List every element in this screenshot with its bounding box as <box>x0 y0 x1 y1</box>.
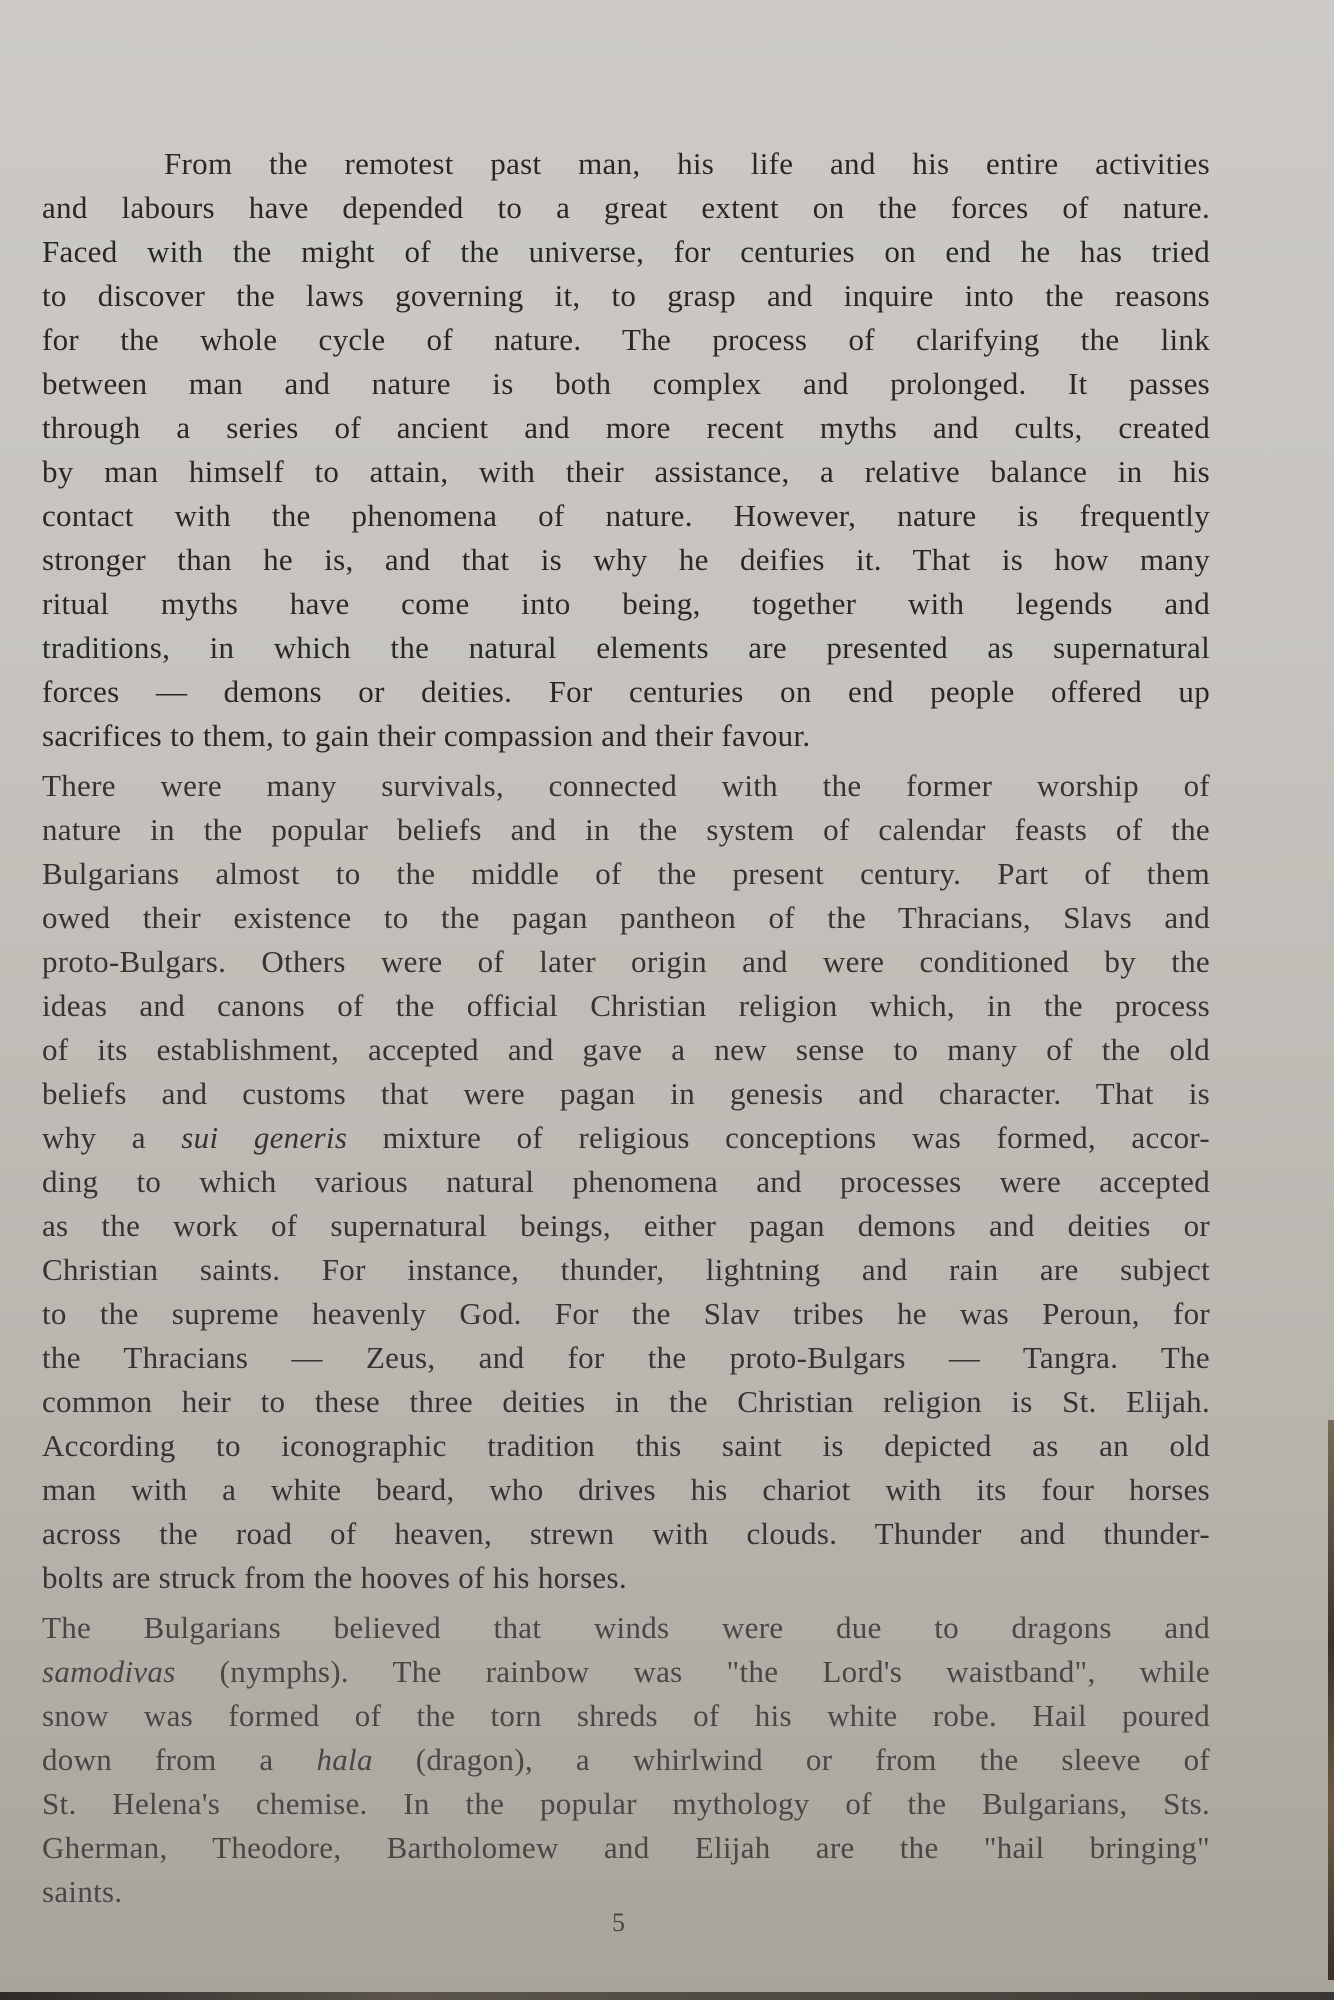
text-line: bolts are struck from the hooves of his horses. <box>42 1560 627 1595</box>
text-line: stronger than he is, and that is why he deifies it. That is how many <box>42 542 1210 577</box>
text-line: proto-Bulgars. Others were of later origin and were conditioned by the <box>42 944 1210 979</box>
text-line: between man and nature is both complex and prolonged. It passes <box>42 366 1210 401</box>
text-line: and labours have depended to a great extent on the forces of nature. <box>42 190 1210 225</box>
text-line: From the remotest past man, his life and his entire activities <box>164 146 1210 181</box>
page-number: 5 <box>612 1908 625 1937</box>
text-line: ding to which various natural phenomena and processes were accepted <box>42 1164 1210 1199</box>
text-line: for the whole cycle of nature. The process of clarifying the link <box>42 322 1210 357</box>
text-line: why a sui generis mixture of religious conceptions was formed, accor- <box>42 1120 1210 1155</box>
text-line: saints. <box>42 1874 123 1909</box>
text-line: by man himself to attain, with their assistance, a relative balance in his <box>42 454 1210 489</box>
text-line: snow was formed of the torn shreds of his white robe. Hail poured <box>42 1698 1210 1733</box>
text-line: St. Helena's chemise. In the popular mythology of the Bulgarians, Sts. <box>42 1786 1210 1821</box>
text-line: ritual myths have come into being, together with legends and <box>42 586 1210 621</box>
text-line: traditions, in which the natural elements are presented as supernatural <box>42 630 1210 665</box>
text-line: contact with the phenomena of nature. However, nature is frequently <box>42 498 1210 533</box>
text-line: the Thracians — Zeus, and for the proto-Bulgars — Tangra. The <box>42 1340 1210 1375</box>
paragraph-1 <box>42 142 1210 758</box>
text-line: Gherman, Theodore, Bartholomew and Elijah are the "hail bringing" <box>42 1830 1210 1865</box>
text-line: across the road of heaven, strewn with clouds. Thunder and thunder- <box>42 1516 1210 1551</box>
text-line: through a series of ancient and more recent myths and cults, created <box>42 410 1210 445</box>
text-line: down from a hala (dragon), a whirlwind or from the sleeve of <box>42 1742 1210 1777</box>
text-line: of its establishment, accepted and gave a new sense to many of the old <box>42 1032 1210 1067</box>
text-line: beliefs and customs that were pagan in genesis and character. That is <box>42 1076 1210 1111</box>
page-bottom-edge <box>0 1992 1334 2000</box>
text-line: According to iconographic tradition this saint is depicted as an old <box>42 1428 1210 1463</box>
italic-term: sui generis <box>181 1120 348 1155</box>
text-line: sacrifices to them, to gain their compassion and their favour. <box>42 718 811 753</box>
text-line: man with a white beard, who drives his chariot with its four horses <box>42 1472 1210 1507</box>
italic-term: hala <box>316 1742 373 1777</box>
text-line: Faced with the might of the universe, for centuries on end he has tried <box>42 234 1210 269</box>
text-line: forces — demons or deities. For centuries on end people offered up <box>42 674 1210 709</box>
body-text <box>42 142 1210 1920</box>
text-line: nature in the popular beliefs and in the system of calendar feasts of the <box>42 812 1210 847</box>
text-line: common heir to these three deities in the Christian religion is St. Elijah. <box>42 1384 1210 1419</box>
text-line: The Bulgarians believed that winds were due to dragons and <box>42 1610 1210 1645</box>
text-line: ideas and canons of the official Christian religion which, in the process <box>42 988 1210 1023</box>
page-edge-shadow <box>1328 1420 1334 1980</box>
text-line: owed their existence to the pagan pantheon of the Thracians, Slavs and <box>42 900 1210 935</box>
text-line: There were many survivals, connected with the former worship of <box>42 768 1210 803</box>
text-line: Christian saints. For instance, thunder, lightning and rain are subject <box>42 1252 1210 1287</box>
italic-term: samodivas <box>42 1654 176 1689</box>
text-line: Bulgarians almost to the middle of the present century. Part of them <box>42 856 1210 891</box>
text-line: to discover the laws governing it, to grasp and inquire into the reasons <box>42 278 1210 313</box>
paragraph-3 <box>42 1606 1210 1914</box>
text-line: samodivas (nymphs). The rainbow was "the Lord's waistband", while <box>42 1654 1210 1689</box>
text-line: as the work of supernatural beings, either pagan demons and deities or <box>42 1208 1210 1243</box>
text-line: to the supreme heavenly God. For the Slav tribes he was Peroun, for <box>42 1296 1210 1331</box>
paragraph-2 <box>42 764 1210 1600</box>
